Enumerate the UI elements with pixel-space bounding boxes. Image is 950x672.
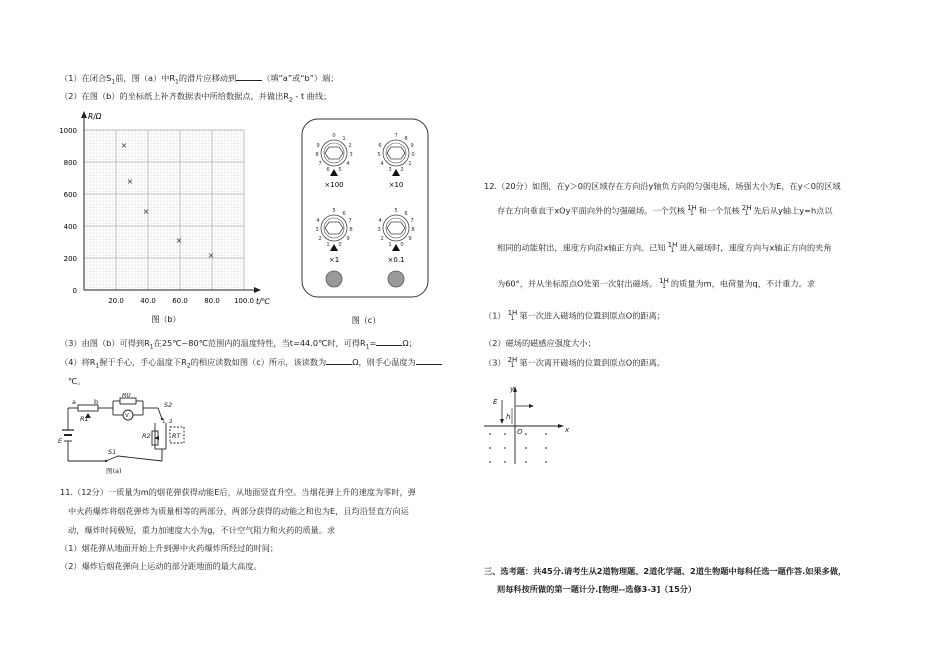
svg-text:8: 8	[315, 152, 319, 158]
x-tick: 100.0	[233, 297, 255, 305]
svg-text:7: 7	[348, 218, 352, 224]
q11-sub2: （2）爆炸后烟花弹向上运动的部分距地面的最大高度。	[60, 561, 262, 571]
y-tick: 800	[63, 159, 77, 167]
svg-text:2: 2	[348, 143, 352, 149]
answer-blank	[236, 72, 262, 81]
svg-text:0: 0	[338, 242, 342, 248]
q12-line4: 为60°，并从坐标原点O处第一次射出磁场。 1H 1 的质量为m，电荷量为q，不计重力。求	[497, 277, 816, 291]
dial	[383, 140, 412, 189]
q11-line1: 11.（12分）一质量为m的烟花弹获得动能E后，从地面竖直升空。当烟花弹上升的速度为零时，弹	[60, 487, 416, 497]
y-tick: 200	[63, 255, 77, 263]
svg-text:2: 2	[318, 236, 322, 242]
svg-text:5: 5	[394, 208, 398, 214]
circuit-diagram	[58, 393, 198, 475]
x-tick: 60.0	[172, 297, 188, 305]
section3-line2: 则每科按所做的第一题计分.[物理--选修3-3]（15分）	[497, 584, 697, 594]
svg-text:0: 0	[332, 133, 336, 139]
svg-text:8: 8	[404, 136, 408, 142]
svg-text:5: 5	[332, 208, 336, 214]
svg-text:7: 7	[394, 133, 398, 139]
svg-text:7: 7	[318, 161, 322, 167]
svg-text:5: 5	[377, 152, 381, 158]
dial	[321, 215, 350, 264]
svg-text:S1: S1	[108, 448, 117, 456]
svg-text:1: 1	[326, 242, 330, 248]
svg-text:1: 1	[388, 242, 392, 248]
y-tick: 400	[63, 223, 77, 231]
svg-text:1: 1	[408, 161, 412, 167]
svg-text:9: 9	[408, 236, 412, 242]
graph-caption: 图（b）	[151, 315, 181, 324]
svg-text:O: O	[517, 428, 523, 436]
svg-text:R2: R2	[142, 432, 151, 440]
dial	[321, 140, 347, 189]
q11-line3: 动，爆炸时间极短，重力加速度大小为g，不计空气阻力和火药的质量。求	[68, 525, 336, 535]
svg-text:S2: S2	[164, 401, 173, 409]
svg-text:9: 9	[316, 143, 320, 149]
svg-text:×0.1: ×0.1	[387, 256, 405, 264]
svg-text:8: 8	[411, 227, 415, 233]
x-tick: 40.0	[140, 297, 156, 305]
answer-blank	[326, 356, 352, 365]
q12-line1: 12.（20分）如图，在y＞0的区域存在方向沿y轴负方向的匀强电场，场强大小为E，在y＜0的区域	[484, 181, 841, 191]
graph-b	[58, 108, 273, 330]
isotope-h2: 2H 1	[741, 204, 752, 218]
terminal-knob	[388, 271, 404, 287]
dial	[383, 215, 412, 264]
svg-text:3: 3	[377, 227, 381, 233]
svg-text:b: b	[94, 398, 99, 406]
svg-text:y: y	[510, 385, 515, 393]
q12-sub1: （1） 1H 1 第一次进入磁场的位置到原点O的距离；	[484, 309, 665, 323]
svg-text:6: 6	[342, 211, 346, 217]
isotope-h1: 1H 1	[659, 277, 669, 291]
isotope-h1: 1H 1	[687, 204, 697, 218]
q12-sub2: （2）磁场的磁感应强度大小；	[484, 338, 596, 348]
svg-text:1: 1	[162, 419, 166, 425]
isotope-h1: 1H 1	[667, 241, 678, 255]
svg-text:x: x	[565, 426, 570, 434]
q4-line: （4）将$R_1$握于手心，手心温度下$R_2$的相应读数如图（c）所示，该读数为 Ω，则手心温度为	[60, 356, 442, 370]
svg-text:6: 6	[378, 143, 382, 149]
svg-text:2: 2	[380, 236, 384, 242]
svg-text:4: 4	[378, 218, 382, 224]
q3-line: （3）由图（b）可得到$R_1$在25℃~80℃范围内的温度特性，当t=44.0℃时，可得$R_1= \Omega$；	[60, 338, 417, 351]
data-point: ×	[175, 236, 183, 245]
terminal-knob	[326, 271, 342, 287]
q2-line: （2）在图（b）的坐标纸上补齐数据表中所给数据点，并做出$R_2$ - t 曲线；	[60, 91, 332, 104]
q12-line2: 存在方向垂直于xOy平面向外的匀强磁场。一个氕核 1H 1 和一个氘核 2H 1 先后从y轴上y=h点以	[497, 204, 833, 218]
svg-text:a: a	[72, 398, 76, 406]
y-tick: 600	[63, 191, 77, 199]
svg-text:4: 4	[316, 218, 320, 224]
section3-line1: 三、选考题：共45分.请考生从2道物理题、2道化学题、2道生物题中每科任选一题作答.如果多做，	[484, 566, 847, 576]
y-tick: 1000	[59, 127, 77, 135]
data-point: ×	[120, 141, 128, 150]
q12-line3: 相同的动能射出，速度方向沿x轴正方向。已知 1H 1 进入磁场时，速度方向与x轴正方向的夹角	[497, 241, 832, 255]
y-tick: 0	[72, 287, 77, 295]
svg-text:8: 8	[349, 227, 353, 233]
svg-text:3: 3	[349, 152, 353, 158]
svg-text:0: 0	[400, 242, 404, 248]
data-point: ×	[142, 207, 150, 216]
svg-text:6: 6	[404, 211, 408, 217]
answer-blank	[376, 337, 402, 346]
svg-text:1: 1	[342, 136, 346, 142]
svg-text:h: h	[506, 413, 511, 421]
svg-text:2: 2	[169, 419, 173, 425]
x-axis-label: t/℃	[256, 297, 270, 306]
svg-text:9: 9	[346, 236, 350, 242]
panel-caption: 图（c）	[351, 316, 381, 325]
svg-text:E: E	[493, 398, 498, 406]
svg-text:3: 3	[388, 167, 392, 173]
q11-line2: 中火药爆炸将烟花弹炸为质量相等的两部分，两部分获得的动能之和也为E，且均沿竖直方向运	[68, 506, 409, 516]
data-point: ×	[126, 177, 134, 186]
x-tick: 80.0	[204, 297, 220, 305]
data-point: ×	[207, 251, 215, 260]
svg-text:R0: R0	[122, 393, 131, 399]
svg-text:4: 4	[346, 161, 350, 167]
svg-text:E: E	[58, 437, 63, 445]
isotope-h2: 2H 1	[507, 356, 518, 370]
svg-text:×10: ×10	[388, 181, 404, 189]
field-diagram	[482, 382, 572, 468]
q12-sub3: （3） 2H 1 第一次离开磁场的位置到原点O的距离。	[484, 356, 665, 370]
q4-unit: ℃。	[68, 376, 86, 386]
svg-text:V: V	[125, 413, 129, 419]
q11-sub1: （1）烟花弹从地面开始上升到弹中火药爆炸所经过的时间；	[60, 543, 279, 553]
svg-text:×1: ×1	[328, 256, 340, 264]
svg-text:9: 9	[410, 143, 414, 149]
svg-text:2: 2	[400, 167, 404, 173]
isotope-h1: 1H 1	[507, 309, 518, 323]
svg-text:RT: RT	[172, 432, 181, 440]
answer-blank	[416, 356, 442, 365]
svg-text:7: 7	[410, 218, 414, 224]
svg-text:R1: R1	[80, 415, 89, 423]
svg-text:6: 6	[326, 167, 330, 173]
y-axis-label: R/Ω	[88, 112, 102, 121]
svg-text:×100: ×100	[324, 181, 344, 189]
svg-text:图(a): 图(a)	[106, 467, 122, 475]
svg-text:3: 3	[315, 227, 319, 233]
svg-text:0: 0	[411, 152, 415, 158]
resistance-box-panel	[300, 117, 432, 329]
svg-text:4: 4	[380, 161, 384, 167]
q1-line: （1）在闭合$S_1$前，图（a）中$R_1$的滑片应移动到 （填“a”或“b”）端；	[60, 73, 339, 86]
x-tick: 20.0	[108, 297, 124, 305]
field-dots	[489, 433, 547, 463]
svg-text:5: 5	[338, 167, 342, 173]
